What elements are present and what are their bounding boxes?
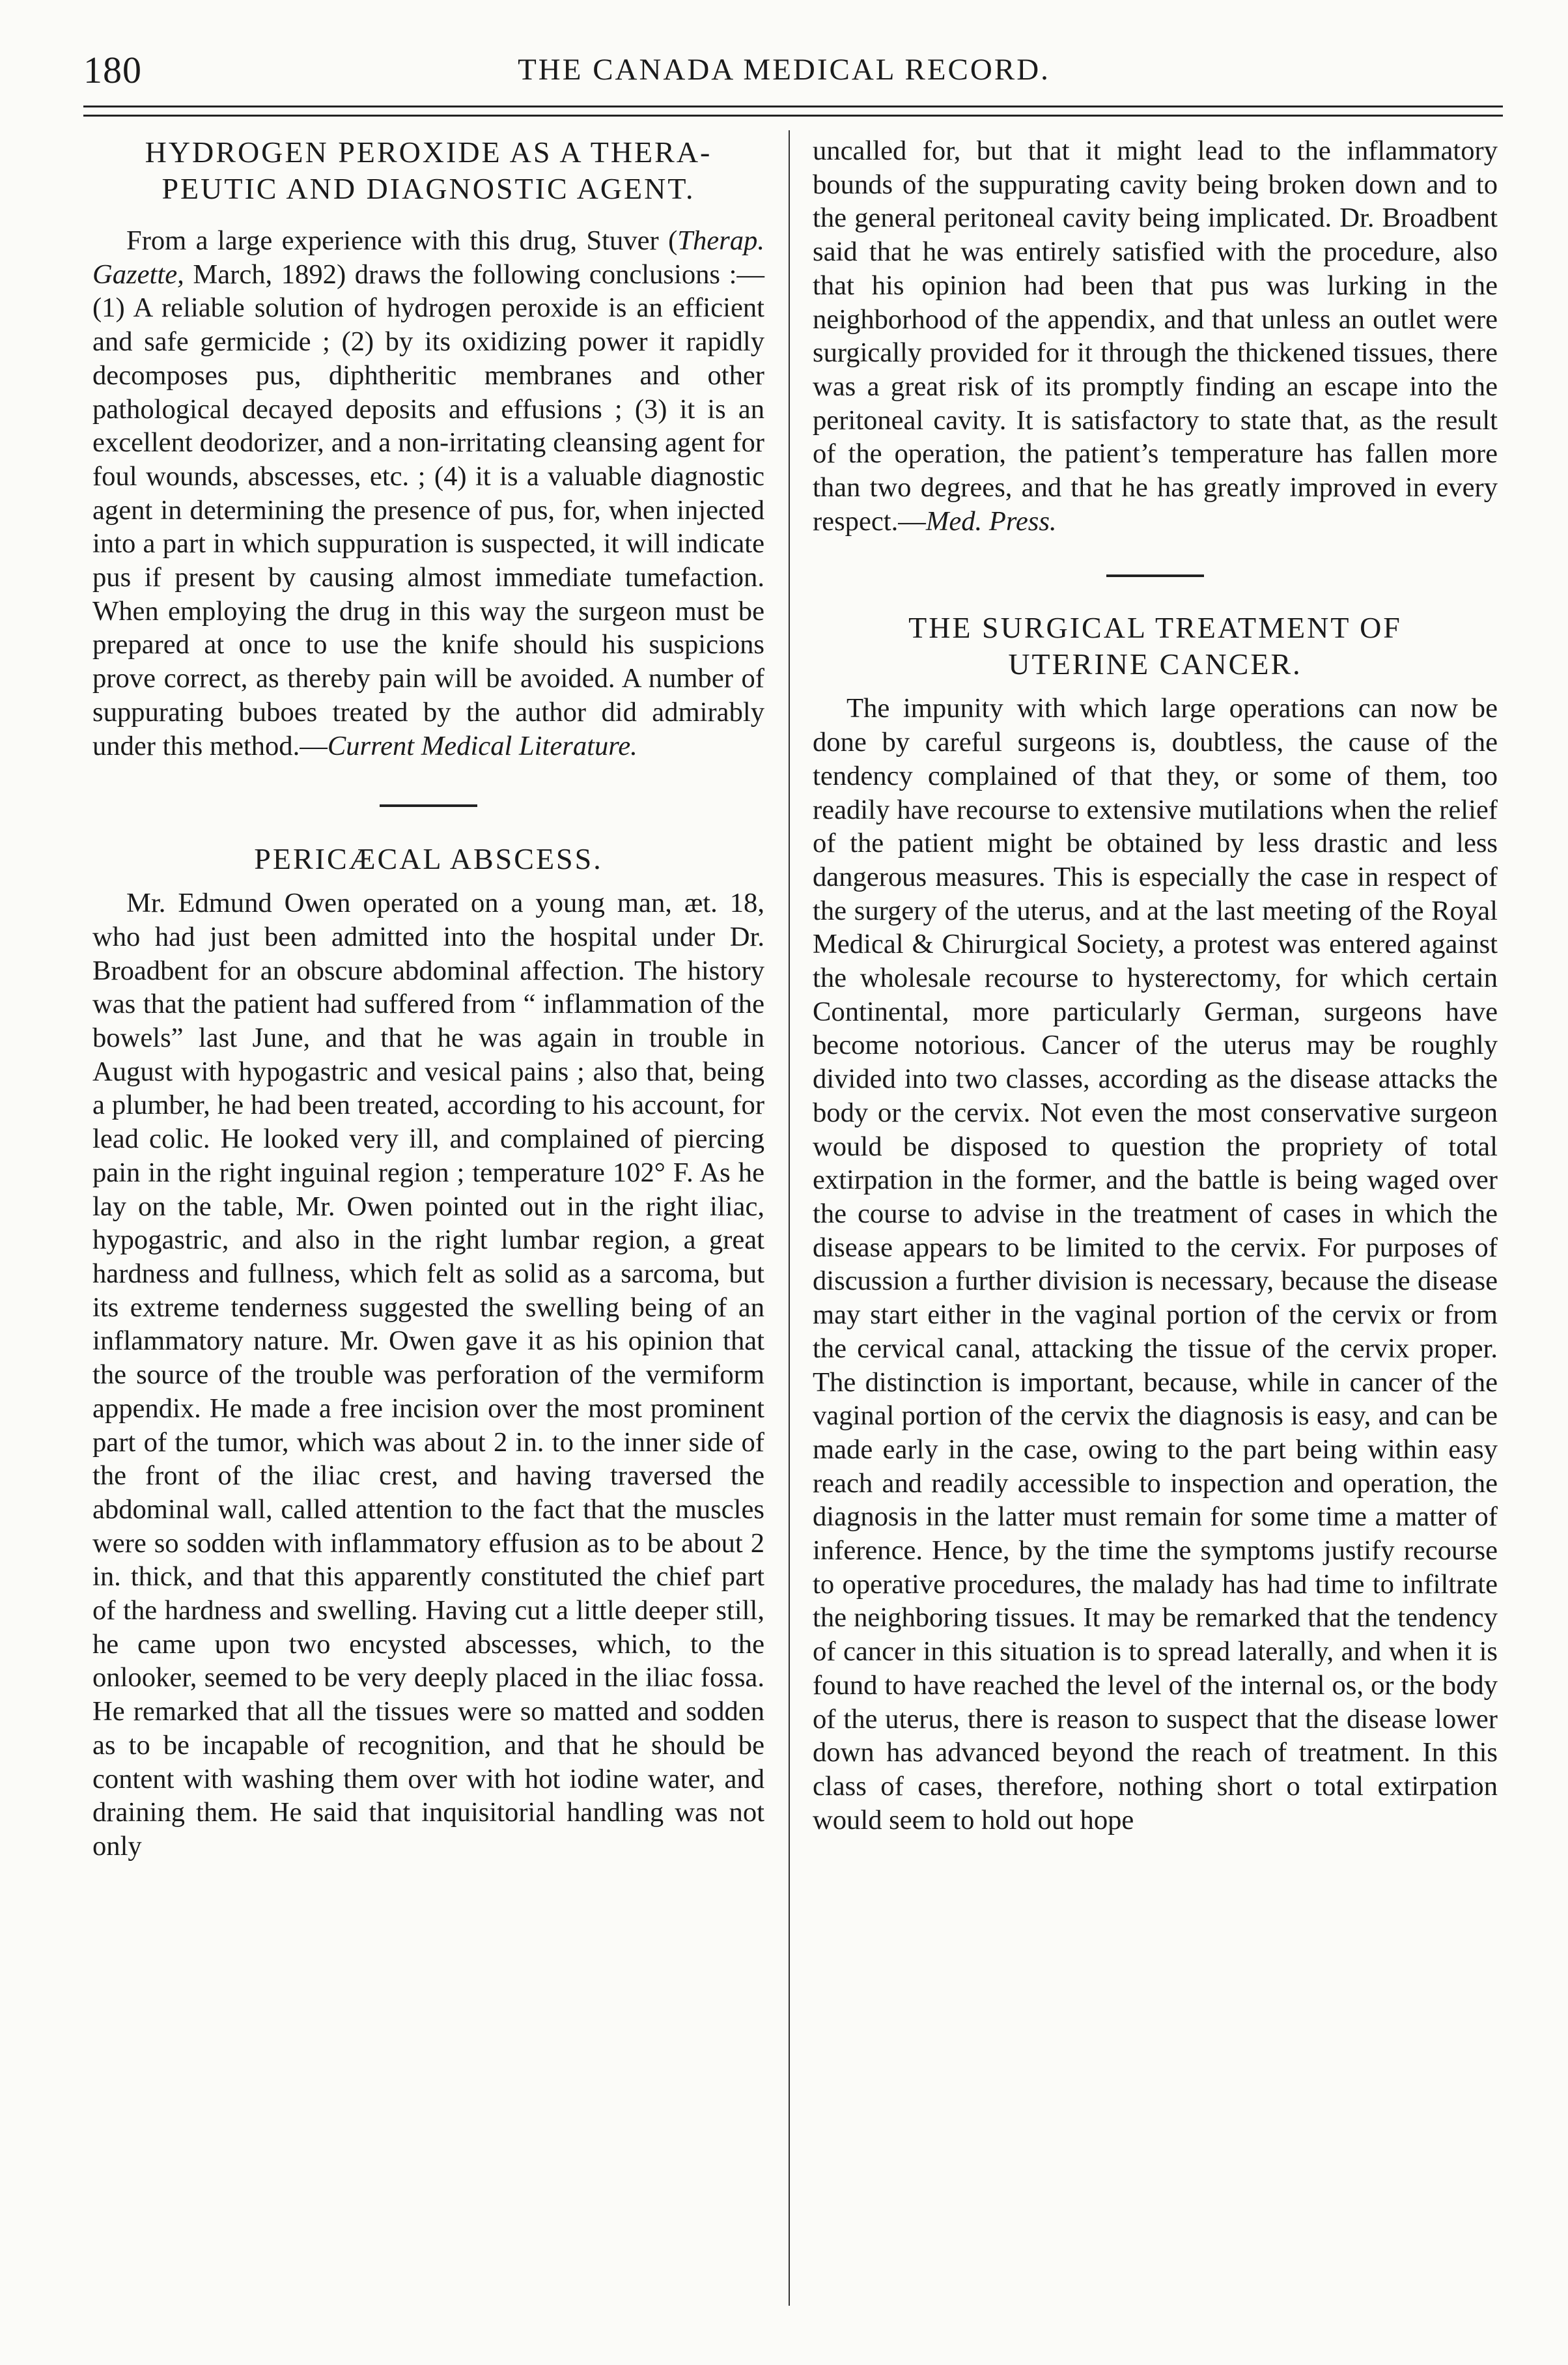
article-paragraph: From a large experience with this drug, Stuver (Therap. Gazette, March, 1892) draws the following conclusions :—(1) A reliable solution of hydrogen peroxide is an efficient and safe germicide ; (2) by its oxidizing power it rapidly decomposes pus, diphtheritic membranes and other pathological decayed deposits and effusions ; (3) it is an excellent deodorizer, and a non-irritating cleansing agent for foul wounds, abscesses, etc. ; (4) it is a valuable diagnostic agent in determining the presence of pus, for, when injected into a part in which suppuration is suspected, it will indicate pus if present by causing almost immediate tumefaction. When employing the drug in this way the surgeon must be prepared at once to use the knife should his suspicions prove correct, as thereby pain will be avoided. A number of suppurating buboes treated by the author did admirably under this method.—Current Medical Literature. (92, 225, 764, 761)
header-rule (83, 115, 1503, 117)
column-divider (789, 130, 790, 2306)
left-column (92, 134, 764, 1863)
section-divider (1106, 574, 1204, 577)
heading-line: HYDROGEN PEROXIDE AS A THERA- (145, 135, 712, 169)
article-pericaecal-abscess (92, 841, 764, 1863)
article-paragraph: The impunity with which large operations can now be done by careful surgeons is, doubtless, the cause of the tendency complained of that they, or some of them, too readily have recourse to extensive mutilations when the relief of the patient might be obtained by less drastic and less dangerous measures. This is especially the case in respect of the surgery of the uterus, and at the last meeting of the Royal Medical & Chirurgical Society, a protest was entered against the wholesale recourse to hysterectomy, for which certain Continental, more particularly German, surgeons have become notorious. Cancer of the uterus may be roughly divided into two classes, according as the disease attacks the body or the cervix. Not even the most conservative surgeon would be disposed to question the propriety of total extirpation in the former, and the battle is being waged over the course to advise in the treatment of cases in which the disease appears to be limited to the cervix. For purposes of discussion a further division is necessary, because the disease may start either in the vaginal portion of the cervix or from the cervical canal, attacking the tissue of the cervix proper. The distinction is important, because, while in cancer of the vaginal portion of the cervix the diagnosis is easy, and can be made early in the case, owing to the part being within easy reach and readily accessible to inspection and operation, the diagnosis in the latter must remain for some time a matter of inference. Hence, by the time the symptoms justify recourse to operative procedures, the malady has had time to infiltrate the neighboring tissues. It may be remarked that the tendency of cancer in this situation is to spread laterally, and when it is found to have reached the level of the internal os, or the body of the uterus, there is reason to suspect that the disease lower down has advanced beyond the reach of treatment. In this class of cases, therefore, nothing short o total extirpation would seem to hold out hope (813, 693, 1498, 1835)
citation: Current Medical Literature. (327, 730, 637, 761)
heading-line: PERICÆCAL ABSCESS. (254, 842, 603, 876)
right-column (813, 134, 1498, 1837)
article-heading (813, 610, 1498, 683)
running-head-title: THE CANADA MEDICAL RECORD. (518, 53, 1050, 87)
article-uterine-cancer (813, 610, 1498, 1837)
heading-line: PEUTIC AND DIAGNOSTIC AGENT. (161, 172, 695, 205)
article-hydrogen-peroxide (92, 134, 764, 763)
article-heading (92, 134, 764, 207)
citation: Med. Press. (925, 505, 1057, 537)
article-heading (92, 841, 764, 877)
article-paragraph: Mr. Edmund Owen operated on a young man, æt. 18, who had just been admitted into the hospital under Dr. Broadbent for an obscure abdominal affection. The history was that the patient had suffered from “ inflammation of the bowels” last June, and that he was again in trouble in August with hypogastric and vesical pains ; also that, being a plumber, he had been treated, according to his account, for lead colic. He looked very ill, and complained of piercing pain in the right inguinal region ; temperature 102° F. As he lay on the table, Mr. Owen pointed out in the right iliac, hypogastric, and also in the right lumbar region, a great hardness and fullness, which felt as solid as a sarcoma, but its extreme tenderness suggested the swelling being of an inflammatory nature. Mr. Owen gave it as his opinion that the source of the trouble was perforation of the vermiform appendix. He made a free incision over the most prominent part of the tumor, which was about 2 in. to the inner side of the front of the iliac crest, and having traversed the abdominal wall, called attention to the fact that the muscles were so sodden with inflammatory effusion as to be about 2 in. thick, and that this apparently constituted the chief part of the hardness and swelling. Having cut a little deeper still, he came upon two encysted abscesses, which, to the onlooker, seemed to be very deeply placed in the iliac fossa. He remarked that all the tissues were so matted and sodden as to be incapable of recognition, and that he should be content with washing them over with hot iodine water, and draining them. He said that inquisitorial handling was not only (92, 888, 764, 1862)
citation: Therap. Gazette, (92, 225, 764, 290)
heading-line: THE SURGICAL TREATMENT OF (908, 611, 1402, 645)
page-number: 180 (83, 49, 142, 91)
heading-line: UTERINE CANCER. (1008, 647, 1302, 681)
article-paragraph-continued: uncalled for, but that it might lead to the inflammatory bounds of the suppurating cavity being broken down and to the general peritoneal cavity being implicated. Dr. Broadbent said that he was entirely satisfied with the procedure, also that his opinion had been that pus was lurking in the neighborhood of the appendix, and that unless an outlet were surgically provided for it through the thickened tissues, there was a great risk of its promptly finding an escape into the peritoneal cavity. It is satisfactory to state that, as the result of the operation, the patient’s temperature has fallen more than two degrees, and that he has greatly improved in every respect.—Med. Press. (813, 135, 1498, 537)
section-divider (380, 804, 477, 807)
header-rule (83, 106, 1503, 107)
